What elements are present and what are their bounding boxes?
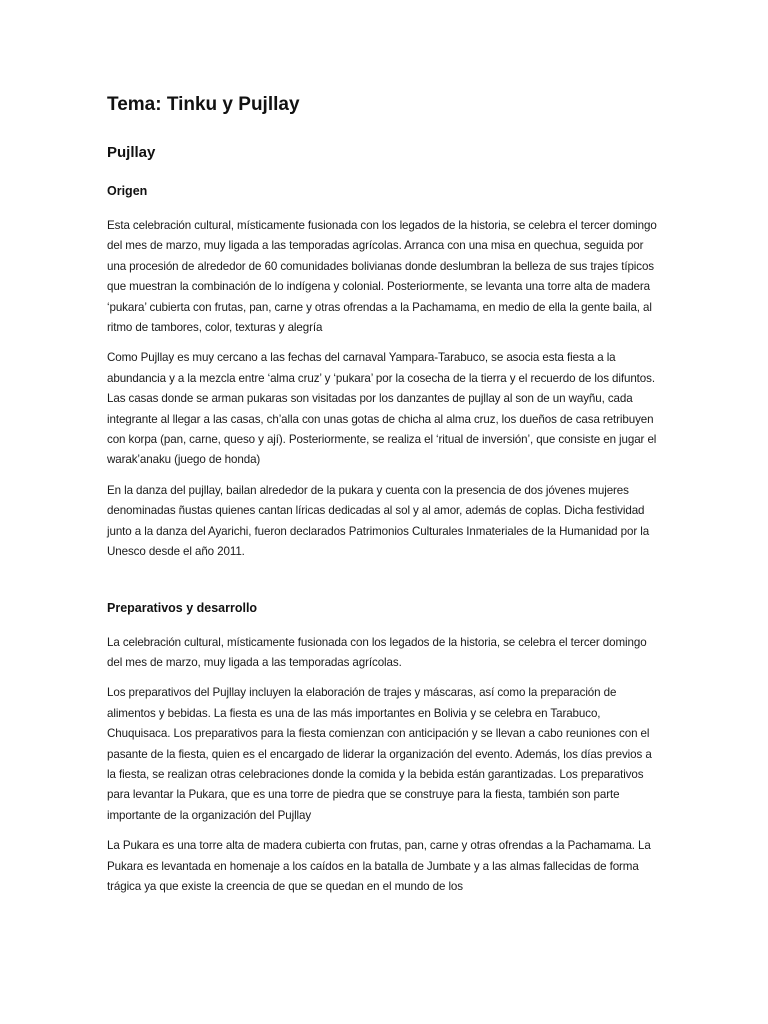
section-title-pujllay: Pujllay [107, 144, 156, 161]
paragraph-origen-3: En la danza del pujllay, bailan alrededor de la pukara y cuenta con la presencia de dos jóvenes mujeres denominadas ñustas quienes cantan líricas dedicadas al sol y al amor, además de coplas. Dicha festividad junto a la danza del Ayarichi, fueron declarados Patrimonios Culturales Inmateriales de la Humanidad por la Unesco desde el año 2011. [107, 483, 650, 559]
subsection-title-origen: Origen [107, 184, 148, 198]
paragraph-preparativos-1: La celebración cultural, místicamente fusionada con los legados de la historia, se celebra el tercer domingo del mes de marzo, muy ligada a las temporadas agrícolas. [107, 635, 647, 669]
paragraph-origen-1: Esta celebración cultural, místicamente fusionada con los legados de la historia, se celebra el tercer domingo del mes de marzo, muy ligada a las temporadas agrícolas. Arranca con una misa en quechua, seguida por una procesión de alrededor de 60 comunidades bolivianas donde deslumbran la belleza de sus trajes típicos que muestran la combinación de lo indígena y colonial. Posteriormente, se levanta una torre alta de madera ‘pukara’ cubierta con frutas, pan, carne y otras ofrendas a la Pachamama, en medio de ella la gente baila, al ritmo de tambores, color, texturas y alegría [107, 219, 657, 335]
subsection-title-preparativos: Preparativos y desarrollo [107, 600, 258, 615]
document-title: Tema: Tinku y Pujllay [107, 94, 300, 115]
paragraph-preparativos-3: La Pukara es una torre alta de madera cubierta con frutas, pan, carne y otras ofrendas a la Pachamama. La Pukara es levantada en homenaje a los caídos en la batalla de Jumbate y a las almas fallecidas de forma trágica ya que existe la creencia de que se quedan en el mundo de los [107, 839, 651, 893]
paragraph-preparativos-2: Los preparativos del Pujllay incluyen la elaboración de trajes y máscaras, así como la preparación de alimentos y bebidas. La fiesta es una de las más importantes en Bolivia y se celebra en Tarabuco, Chuquisaca. Los preparativos para la fiesta comienzan con anticipación y se llevan a cabo reuniones con el pasante de la fiesta, quien es el encargado de liderar la organización del evento. Además, los días previos a la fiesta, se realizan otras celebraciones donde la comida y la bebida están garantizadas. Los preparativos para levantar la Pukara, que es una torre de piedra que se construye para la fiesta, también son parte importante de la organización del Pujllay [107, 686, 652, 822]
document-body [107, 92, 663, 907]
paragraph-origen-2: Como Pujllay es muy cercano a las fechas del carnaval Yampara-Tarabuco, se asocia esta fiesta a la abundancia y a la mezcla entre ‘alma cruz’ y ‘pukara’ por la cosecha de la tierra y el recuerdo de los difuntos. Las casas donde se arman pukaras son visitadas por los danzantes de pujllay al son de un wayñu, cada integrante al llegar a las casas, ch’alla con unas gotas de chicha al alma cruz, los dueños de casa retribuyen con korpa (pan, carne, queso y ají). Posteriormente, se realiza el ‘ritual de inversión’, que consiste en jugar el warak’anaku (juego de honda) [107, 351, 657, 467]
